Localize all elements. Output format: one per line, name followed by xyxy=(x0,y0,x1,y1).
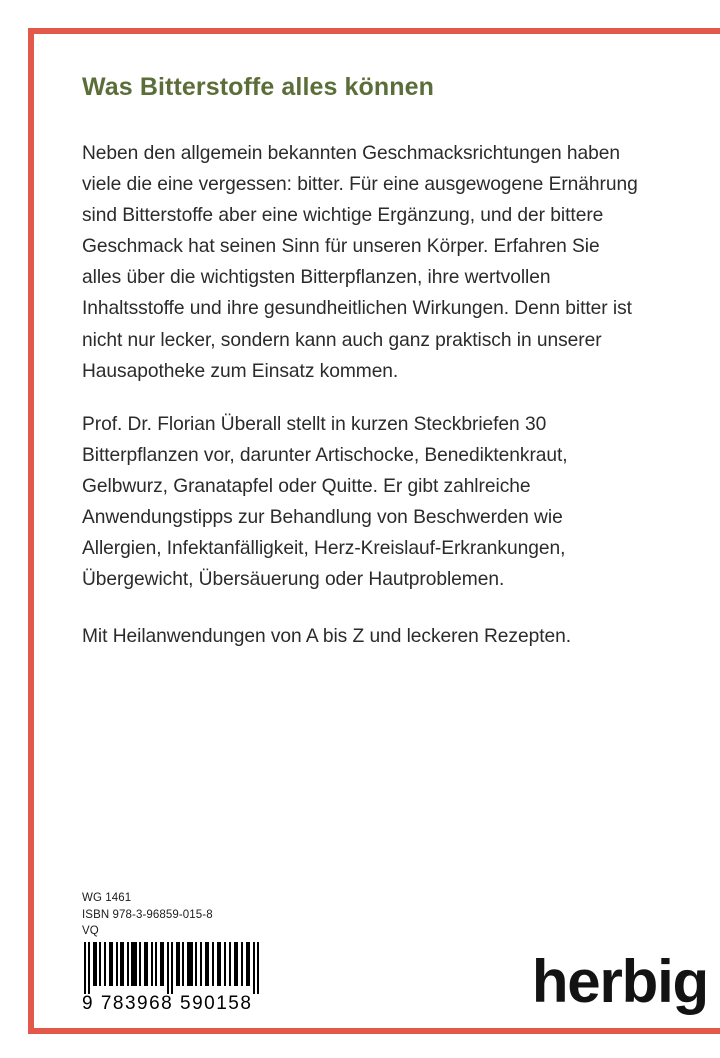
blurb-paragraph-1: Neben den allgemein bekannten Geschmacksrichtungen haben viele die eine vergessen: bitter. Für eine ausgewogene Ernährung sind Bitterstoffe aber eine wichtige Ergänzung, und der bittere Geschmack hat seinen Sinn für unseren Körper. Erfahren Sie alles über die wichtigsten Bitterpflanzen, ihre wertvollen Inhaltsstoffe und ihre gesundheitlichen Wirkungen. Denn bitter ist nicht nur lecker, sondern kann auch ganz praktisch in unserer Hausapotheke zum Einsatz kommen. xyxy=(82,143,638,382)
cover-frame-bottom-border xyxy=(28,1028,720,1034)
barcode-block xyxy=(82,942,268,1015)
publisher-logo: herbig xyxy=(531,948,708,1015)
cover-frame-left-border xyxy=(28,28,34,1034)
wg-code: WG 1461 xyxy=(82,892,132,904)
page-title: Was Bitterstoffe alles können xyxy=(82,73,435,101)
barcode-digits: 9 783968 590158 xyxy=(82,993,253,1014)
barcode-icon xyxy=(82,942,268,994)
cover-frame-top-border xyxy=(28,28,720,34)
blurb-tagline: Mit Heilanwendungen von A bis Z und leckeren Rezepten. xyxy=(82,626,572,648)
blurb-paragraph-2: Prof. Dr. Florian Überall stellt in kurzen Steckbriefen 30 Bitterpflanzen vor, darunter Artischocke, Benediktenkraut, Gelbwurz, Granatapfel oder Quitte. Er gibt zahlreiche Anwendungstipps zur Behandlung von Beschwerden wie Allergien, Infektanfälligkeit, Herz-Kreislauf-Erkrankungen, Übergewicht, Übersäuerung oder Hautproblemen. xyxy=(82,413,568,591)
publication-metadata xyxy=(82,890,213,940)
isbn-code: ISBN 978-3-96859-015-8 xyxy=(82,908,213,921)
vq-code: VQ xyxy=(82,925,99,938)
blurb-content xyxy=(82,72,644,652)
